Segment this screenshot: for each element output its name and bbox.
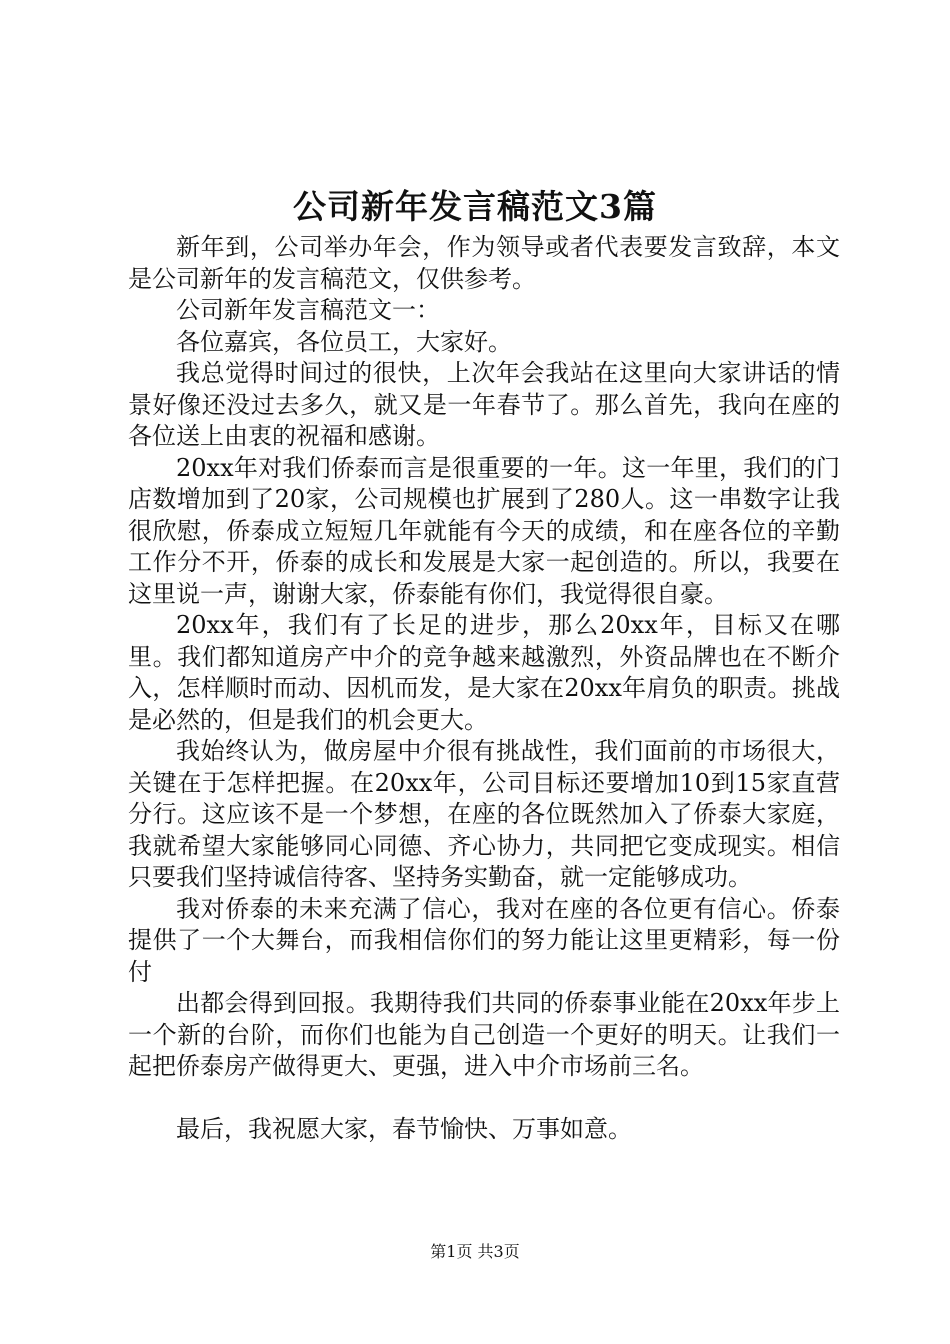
paragraph-body-4: 我始终认为，做房屋中介很有挑战性，我们面前的市场很大，关键在于怎样把握。在20xx年，公司目标还要增加10到15家直营分行。这应该不是一个梦想，在座的各位既然加入了侨泰大家庭，我就希望大家能够同心同德、齐心协力，共同把它变成现实。相信只要我们坚持诚信待客、坚持务实勤奋，就一定能够成功。 (128, 737, 840, 891)
paragraph-closing: 最后，我祝愿大家，春节愉快、万事如意。 (176, 1114, 632, 1143)
paragraph-intro: 新年到，公司举办年会，作为领导或者代表要发言致辞，本文是公司新年的发言稿范文，仅供参考。 (128, 233, 840, 293)
paragraph-greeting: 各位嘉宾，各位员工，大家好。 (176, 327, 512, 356)
paragraph-body-5: 我对侨泰的未来充满了信心，我对在座的各位更有信心。侨泰提供了一个大舞台，而我相信你们的努力能让这里更精彩，每一份付 (128, 894, 840, 986)
document-body (128, 232, 840, 1145)
document-title: 公司新年发言稿范文3篇 (293, 187, 657, 226)
paragraph-section-heading: 公司新年发言稿范文一： (176, 296, 440, 324)
paragraph-body-6: 出都会得到回报。我期待我们共同的侨泰事业能在20xx年步上一个新的台阶，而你们也能为自己创造一个更好的明天。让我们一起把侨泰房产做得更大、更强，进入中介市场前三名。 (128, 989, 840, 1080)
paragraph-body-2: 20xx年对我们侨泰而言是很重要的一年。这一年里，我们的门店数增加到了20家，公司规模也扩展到了280人。这一串数字让我很欣慰，侨泰成立短短几年就能有今天的成绩，和在座各位的辛勤工作分不开，侨泰的成长和发展是大家一起创造的。所以，我要在这里说一声，谢谢大家，侨泰能有你们，我觉得很自豪。 (128, 453, 840, 608)
page-number-footer: 第1页 共3页 (430, 1242, 520, 1261)
paragraph-body-1: 我总觉得时间过的很快，上次年会我站在这里向大家讲话的情景好像还没过去多久，就又是一年春节了。那么首先，我向在座的各位送上由衷的祝福和感谢。 (128, 359, 840, 450)
paragraph-body-3: 20xx年，我们有了长足的进步，那么20xx年，目标又在哪里。我们都知道房产中介的竞争越来越激烈，外资品牌也在不断介入，怎样顺时而动、因机而发，是大家在20xx年肩负的职责。挑战是必然的，但是我们的机会更大。 (128, 611, 840, 734)
